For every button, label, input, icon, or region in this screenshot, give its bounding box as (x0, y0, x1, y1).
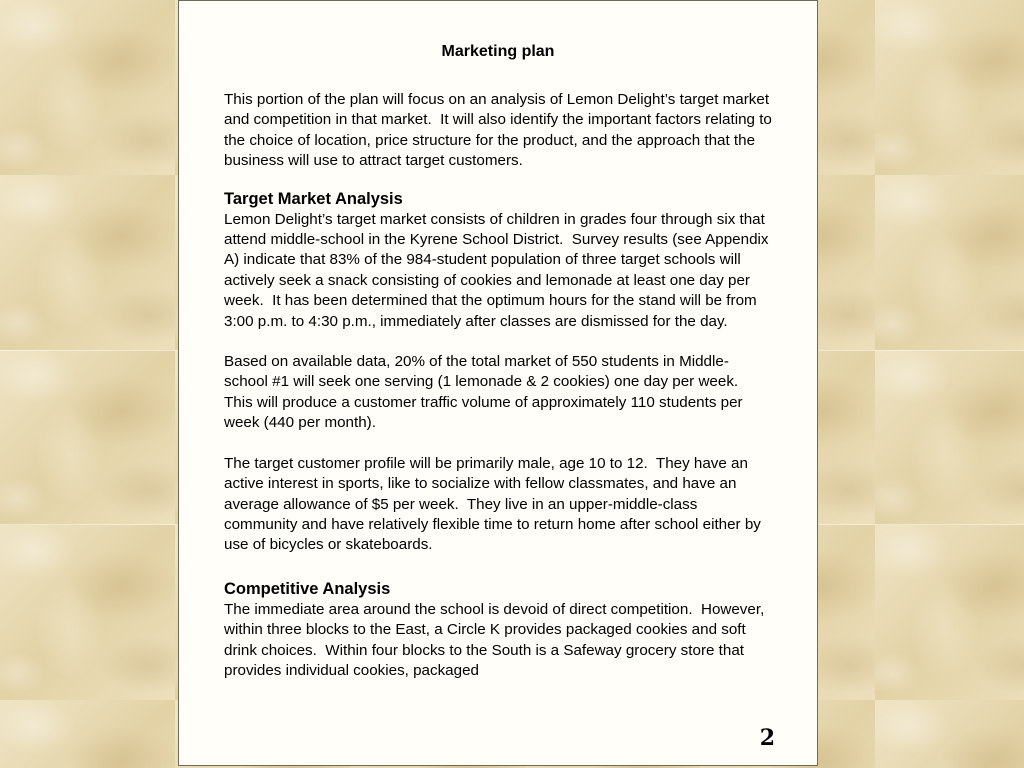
intro-paragraph: This portion of the plan will focus on an analysis of Lemon Delight’s target market and competition in that market. It will also identify the important factors relating to the choice of location, price structure for the product, and the approach that the business will use to attract target customers. (224, 91, 777, 170)
competitive-analysis-heading: Competitive Analysis (224, 579, 391, 598)
target-market-paragraph: Lemon Delight’s target market consists of children in grades four through six that attend middle-school in the Kyrene School District. Survey results (see Appendix A) indicate that 83% of the 984-student population of three target schools will actively seek a snack consisting of cookies and lemonade at least one day per week. It has been determined that the optimum hours for the stand will be from 3:00 p.m. to 4:30 p.m., immediately after classes are dismissed for the day. (224, 210, 772, 330)
page-number: 2 (759, 725, 775, 751)
target-market-paragraph: Based on available data, 20% of the total market of 550 students in Middle-school #1 will seek one serving (1 lemonade & 2 cookies) one day per week. This will produce a customer traffic volume of approximately 110 students per week (440 per month). (224, 353, 747, 432)
target-market-paragraph: The target customer profile will be primarily male, age 10 to 12. They have an active interest in sports, like to socialize with fellow classmates, and have an average allowance of $5 per week. They live in an upper-middle-class community and have relatively flexible time to return home after school either by use of bicycles or skateboards. (224, 454, 766, 554)
page-title: Marketing plan (441, 43, 555, 60)
target-market-heading: Target Market Analysis (224, 189, 403, 208)
document-content (224, 41, 777, 681)
competitive-analysis-paragraph: The immediate area around the school is devoid of direct competition. However, within three blocks to the East, a Circle K provides packaged cookies and soft drink choices. Within four blocks to the South is a Safeway grocery store that provides individual cookies, packaged (224, 600, 769, 679)
document-page (178, 0, 818, 766)
